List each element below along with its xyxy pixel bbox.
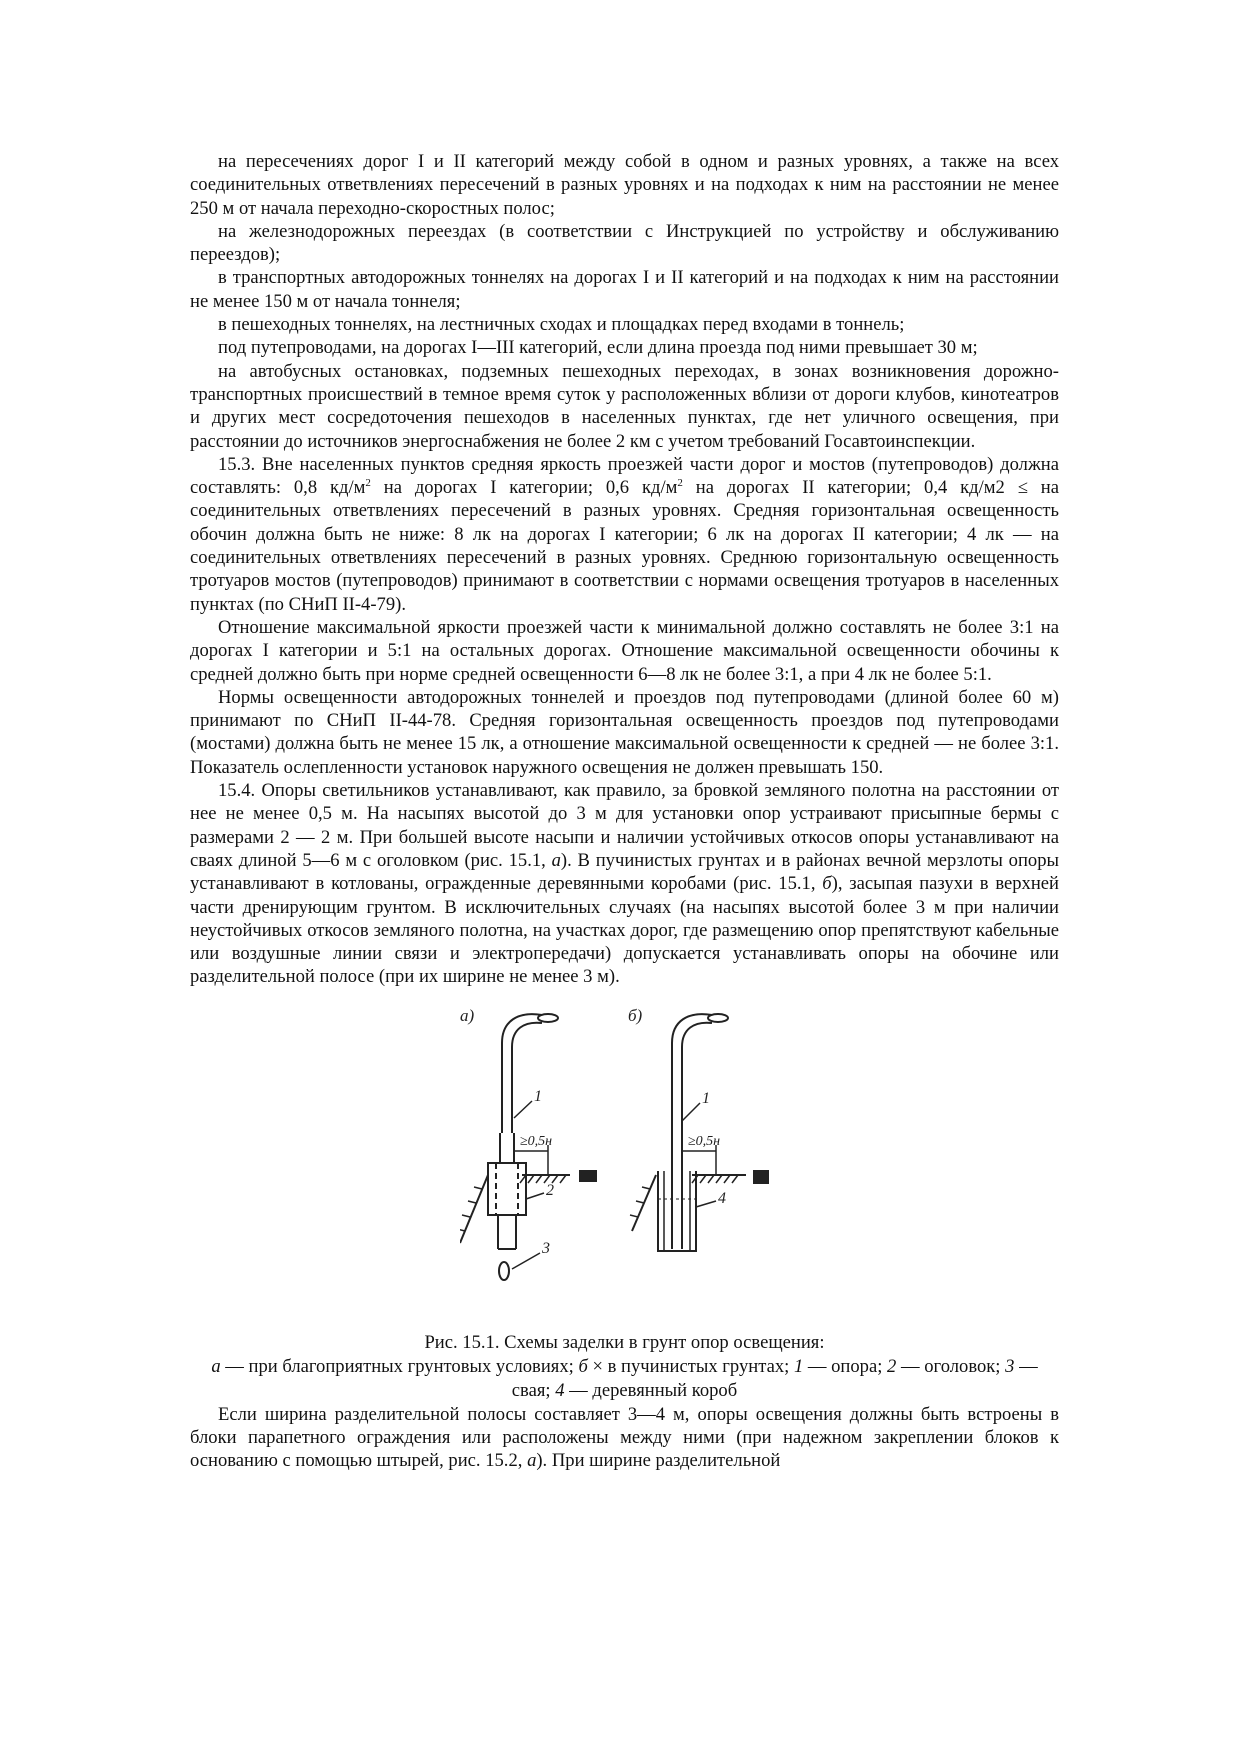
paragraph: на пересечениях дорог I и II категорий между собой в одном и разных уровнях, а также на всех соединительных ответвлениях пересечений в разных уровнях и на подходах к ним на расстоянии не менее 250 м от начала переходно-скоростных полос; — [190, 151, 1059, 219]
label-a: а) — [460, 1005, 475, 1025]
caption-text: — при благоприятных грунтовых условиях; — [220, 1355, 579, 1377]
text: на дорогах II категории; 0,4 кд/м2 ≤ на соединительных ответвлениях пересечений в разных уровнях. Средняя горизонтальная освещенность обочин должна быть не ниже: 8 лк на дорогах I категории; 6 лк на дорогах II категории; 4 лк — на соединительных ответвлениях пересечений в разных уровнях. Среднюю горизонтальную освещенность тротуаров мостов (путепроводов) принимают в соответствии с нормами освещения тротуаров в населенных пунктах (по СНиП II-4-79). — [190, 477, 1059, 615]
paragraph: Нормы освещенности автодорожных тоннелей и проездов под путепроводами (длиной более 60 м) принимают по СНиП II-44-78. Средняя горизонтальная освещенность проездов под путепроводами (мостами) должна быть не менее 15 лк, а отношение максимальной освещенности к средней — не более 3:1. Показатель ослепленности установок наружного освещения не должен превышать 150. — [190, 686, 1059, 778]
caption-legend — [190, 1355, 1059, 1403]
figure-caption — [190, 1331, 1059, 1403]
document-page — [190, 150, 1059, 1473]
label-b: б) — [628, 1005, 643, 1025]
paragraph-15-4 — [190, 779, 1059, 989]
italic-ref: а — [527, 1450, 537, 1472]
pile-a — [498, 1215, 516, 1249]
pile-tip-a — [499, 1262, 509, 1280]
dim-label-b: ≥0,5н — [688, 1133, 721, 1149]
paragraph: на железнодорожных переездах (в соответствии с Инструкцией по устройству и обслуживанию переездов); — [190, 220, 1059, 266]
callout-2: 2 — [546, 1181, 554, 1199]
callout-1-a: 1 — [534, 1087, 542, 1105]
fence-block-b — [754, 1171, 768, 1183]
paragraph: в транспортных автодорожных тоннелях на дорогах I и II категорий и на подходах к ним на расстоянии не менее 150 м от начала тоннеля; — [190, 267, 1059, 312]
paragraph-last — [190, 1403, 1059, 1473]
text: ). При ширине разделительной — [536, 1450, 781, 1472]
text: на дорогах I категории; 0,6 кд/м — [370, 477, 678, 499]
lamp-a — [538, 1014, 558, 1022]
text: 15.3. Вне населенных пунктов средняя яркость проезжей части дорог и мостов (путепроводов) должна составлять: 0,8 кд/м — [190, 453, 1059, 499]
post-arm-a — [502, 1014, 542, 1133]
caption-text: — опора; — [803, 1355, 888, 1377]
figure-15-1 — [190, 1003, 1059, 1323]
paragraph-15-3 — [190, 453, 1059, 616]
caption-italic: 2 — [887, 1355, 897, 1377]
text: ), засыпая пазухи в верхней части дренирующим грунтом. В исключительных случаях (на насыпях высотой более 3 м при наличии неустойчивых откосов земляного полотна, на участках дорог, где размещению опор препятствуют кабельные или воздушные линии связи и электропередачи) допускается устанавливать опоры на обочине или разделительной полосе (при их ширине не менее 3 м). — [190, 873, 1059, 988]
dim-label-a: ≥0,5н — [520, 1133, 553, 1149]
caption-italic: б — [578, 1355, 588, 1377]
caption-text: — оголовок; — [896, 1355, 1006, 1377]
paragraph: в пешеходных тоннелях, на лестничных сходах и площадках перед входами в тоннель; — [218, 314, 905, 336]
callout-3: 3 — [542, 1239, 550, 1257]
callout-4: 4 — [718, 1189, 726, 1207]
slope-a — [460, 1175, 488, 1243]
caption-italic: 4 — [555, 1379, 565, 1401]
lamp-b — [708, 1014, 728, 1022]
superscript: 2 — [365, 476, 371, 489]
fence-block-a — [580, 1171, 596, 1181]
text: ). В пучинистых грунтах и в районах вечной мерзлоты опоры устанавливают в котлованы, огражденные деревянными коробами (рис. 15.1, — [190, 849, 1059, 895]
italic-ref: а — [551, 849, 561, 871]
caption-italic: а — [211, 1355, 221, 1377]
callout-1-b: 1 — [702, 1089, 710, 1107]
italic-ref: б — [822, 873, 832, 895]
text: Если ширина разделительной полосы составляет 3—4 м, опоры освещения должны быть встроены в блоки парапетного ограждения или расположены между ними (при надежном закреплении блоков к основанию с помощью штырей, рис. 15.2, — [190, 1403, 1059, 1472]
caption-text: — свая; — [511, 1355, 1038, 1401]
paragraph: Отношение максимальной яркости проезжей части к минимальной должно составлять не более 3:1 на дорогах I категории и 5:1 на остальных дорогах. Отношение максимальной освещенности обочины к средней должно быть при норме средней освещенности 6—8 лк не более 3:1, а при 4 лк не более 5:1. — [190, 616, 1059, 685]
caption-text: — деревянный короб — [564, 1379, 738, 1401]
caption-italic: 1 — [793, 1355, 804, 1377]
superscript: 2 — [677, 476, 683, 489]
head-block-a — [488, 1163, 526, 1215]
paragraph: под путепроводами, на дорогах I—III категорий, если длина проезда под ними превышает 30 м; — [218, 337, 978, 359]
text: 15.4. Опоры светильников устанавливают, как правило, за бровкой земляного полотна на расстоянии от нее не менее 0,5 м. На насыпях высотой до 3 м для установки опор устраивают присыпные бермы с размерами 2 — 2 м. При большей высоте насыпи и наличии устойчивых откосов опоры устанавливают на сваях длиной 5—6 м с оголовком (рис. 15.1, — [190, 780, 1059, 871]
caption-title: Рис. 15.1. Схемы заделки в грунт опор освещения: — [424, 1331, 825, 1353]
lamp-post-diagram — [460, 1003, 780, 1313]
caption-italic: 3 — [1005, 1355, 1015, 1377]
paragraph: на автобусных остановках, подземных пешеходных переходах, в зонах возникновения дорожно-транспортных происшествий в темное время суток у расположенных вблизи от дороги клубов, кинотеатров и других мест сосредоточения пешеходов в населенных пунктах, где нет уличного освещения, при расстоянии до источников энергоснабжения не более 2 км с учетом требований Госавтоинспекции. — [190, 360, 1059, 452]
caption-text: × в пучинистых грунтах; — [587, 1355, 794, 1377]
